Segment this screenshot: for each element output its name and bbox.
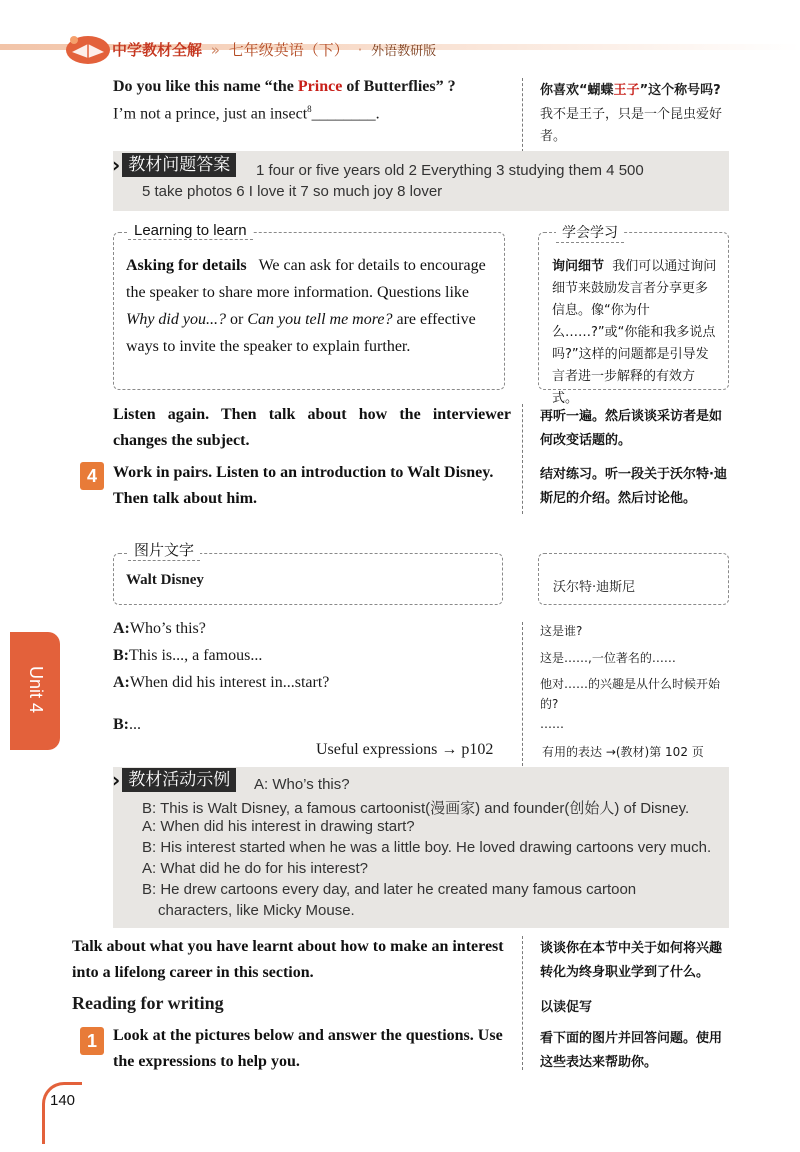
speaker-b: B: <box>113 716 129 733</box>
dialogue-line-1 <box>113 620 206 638</box>
learning-or: or <box>225 311 248 328</box>
activity-line-2: B: This is Walt Disney, a famous cartoonist(漫画家) and founder(创始人) of Disney. <box>142 800 690 817</box>
header-title-row <box>112 39 436 60</box>
book-logo-icon <box>58 28 114 68</box>
listen-again-en: Listen again. Then talk about how the interviewer changes the subject. <box>113 406 511 449</box>
task-1-cn: 看下面的图片并回答问题。使用这些表达来帮助你。 <box>540 1031 723 1070</box>
learning-cn-text: 我们可以通过询问细节来鼓励发言者分享更多信息。像“你为什么……?”或“你能和我多说点吗?”这样的问题都是引导发言者进一步解释的有效方式。 <box>552 259 717 406</box>
dialogue-cn-1: 这是谁? <box>540 624 583 638</box>
learning-example-2: Can you tell me more? <box>247 311 393 328</box>
activity-line-4: B: His interest started when he was a little boy. He loved drawing cartoons very much. <box>142 839 712 856</box>
dialogue-line-4 <box>113 716 141 734</box>
answers-tag <box>112 153 236 177</box>
answer-en-text: I’m not a prince, just an insect <box>113 105 308 123</box>
learning-cn-title: 学会学习 <box>556 222 624 243</box>
answer-en <box>113 104 380 123</box>
header-dot: · <box>357 41 363 59</box>
dialogue-line-2 <box>113 647 262 665</box>
learning-body <box>126 252 496 360</box>
question-cn-part2: ”这个称号吗? <box>639 83 721 98</box>
header-edition: 外语教研版 <box>371 44 437 59</box>
question-cn-highlight: 王子 <box>613 83 640 98</box>
question-en <box>113 78 456 96</box>
chevron-right-icon: › <box>112 768 121 792</box>
answers-label: 教材问题答案 <box>122 153 236 177</box>
task-4-badge: 4 <box>80 462 104 490</box>
dialogue-cn-4: …… <box>540 717 564 731</box>
activity-line-5: A: What did he do for his interest? <box>142 860 368 877</box>
column-divider-bottom <box>522 936 523 1070</box>
activity-line-6: B: He drew cartoons every day, and later he created many famous cartoon <box>142 881 637 898</box>
answers-line-2: 5 take photos 6 I love it 7 so much joy 8 lover <box>142 183 443 200</box>
answer-blank: ________. <box>311 105 380 123</box>
answer-cn: 我不是王子，只是一个昆虫爱好者。 <box>540 107 723 144</box>
speaker-a: A: <box>113 674 130 691</box>
header-subtitle: 七年级英语（下） <box>228 41 349 59</box>
page-number: 140 <box>50 1092 76 1109</box>
picture-text-en: Walt Disney <box>126 572 204 588</box>
dialogue-cn-3: 他对……的兴趣是从什么时候开始的? <box>540 677 721 711</box>
unit-side-tab[interactable] <box>10 632 60 750</box>
page-header <box>0 0 800 70</box>
picture-text-title: 图片文字 <box>128 539 200 561</box>
unit-side-tab-label: Unit 4 <box>26 666 46 714</box>
question-en-part1: Do you like this name “the <box>113 78 298 95</box>
dialogue-en-2: This is..., a famous... <box>129 647 263 664</box>
task-4-cn: 结对练习。听一段关于沃尔特·迪斯尼的介绍。然后讨论他。 <box>540 467 727 506</box>
activity-line-1: A: Who’s this? <box>254 776 350 793</box>
talk-about-en: Talk about what you have learnt about how to make an interest into a lifelong career in this section. <box>72 938 504 981</box>
learning-title: Learning to learn <box>128 222 253 240</box>
useful-expressions-cn: 有用的表达 →(教材)第 102 页 <box>542 745 704 759</box>
chevron-right-icon: › <box>112 153 121 177</box>
dialogue-en-1: Who’s this? <box>129 620 206 637</box>
task-1-badge: 1 <box>80 1027 104 1055</box>
learning-lead: Asking for details <box>126 257 247 274</box>
speaker-a: A: <box>113 620 130 637</box>
learning-text-1: We can ask for details to encourage the speaker to share more information. Questions like <box>126 257 486 301</box>
activity-line-7: characters, like Micky Mouse. <box>158 902 355 919</box>
dialogue-en-3: When did his interest in...start? <box>129 674 330 691</box>
activity-label: 教材活动示例 <box>122 768 236 792</box>
speaker-b: B: <box>113 647 129 664</box>
activity-tag <box>112 768 236 792</box>
picture-text-cn: 沃尔特·迪斯尼 <box>553 580 636 595</box>
dialogue-cn-2: 这是……,一位著名的…… <box>540 651 676 665</box>
learning-cn-body <box>552 256 720 410</box>
task-4-en: Work in pairs. Listen to an introduction to Walt Disney. Then talk about him. <box>113 464 494 507</box>
activity-line-3: A: When did his interest in drawing start? <box>142 818 415 835</box>
footnote-marker: 8 <box>307 104 312 114</box>
question-cn-part1: 你喜欢“蝴蝶 <box>540 83 614 98</box>
task-1-en: Look at the pictures below and answer the questions. Use the expressions to help you. <box>113 1027 503 1070</box>
reading-heading-cn: 以读促写 <box>540 1000 593 1015</box>
learning-text-2: are effective ways to invite the speaker to explain further. <box>126 311 476 355</box>
column-divider-dialogue <box>522 622 523 766</box>
useful-expressions-link[interactable]: Useful expressions → p102 <box>316 741 494 758</box>
talk-about-cn: 谈谈你在本节中关于如何将兴趣转化为终身职业学到了什么。 <box>540 941 723 980</box>
dialogue-line-3 <box>113 674 329 692</box>
header-separator: » <box>210 41 220 59</box>
dialogue-en-4: ... <box>129 716 141 733</box>
column-divider-top <box>522 78 523 152</box>
question-cn <box>540 79 721 98</box>
header-title: 中学教材全解 <box>112 41 203 59</box>
answers-line-1: 1 four or five years old 2 Everything 3 studying them 4 500 <box>256 162 644 179</box>
learning-cn-lead: 询问细节 <box>552 259 605 274</box>
learning-example-1: Why did you...? <box>126 311 226 328</box>
question-en-part2: of Butterflies” ? <box>342 78 456 95</box>
reading-heading-en: Reading for writing <box>72 993 224 1013</box>
question-en-highlight: Prince <box>297 78 343 95</box>
listen-again-cn: 再听一遍。然后谈谈采访者是如何改变话题的。 <box>540 409 723 448</box>
column-divider-mid <box>522 404 523 514</box>
